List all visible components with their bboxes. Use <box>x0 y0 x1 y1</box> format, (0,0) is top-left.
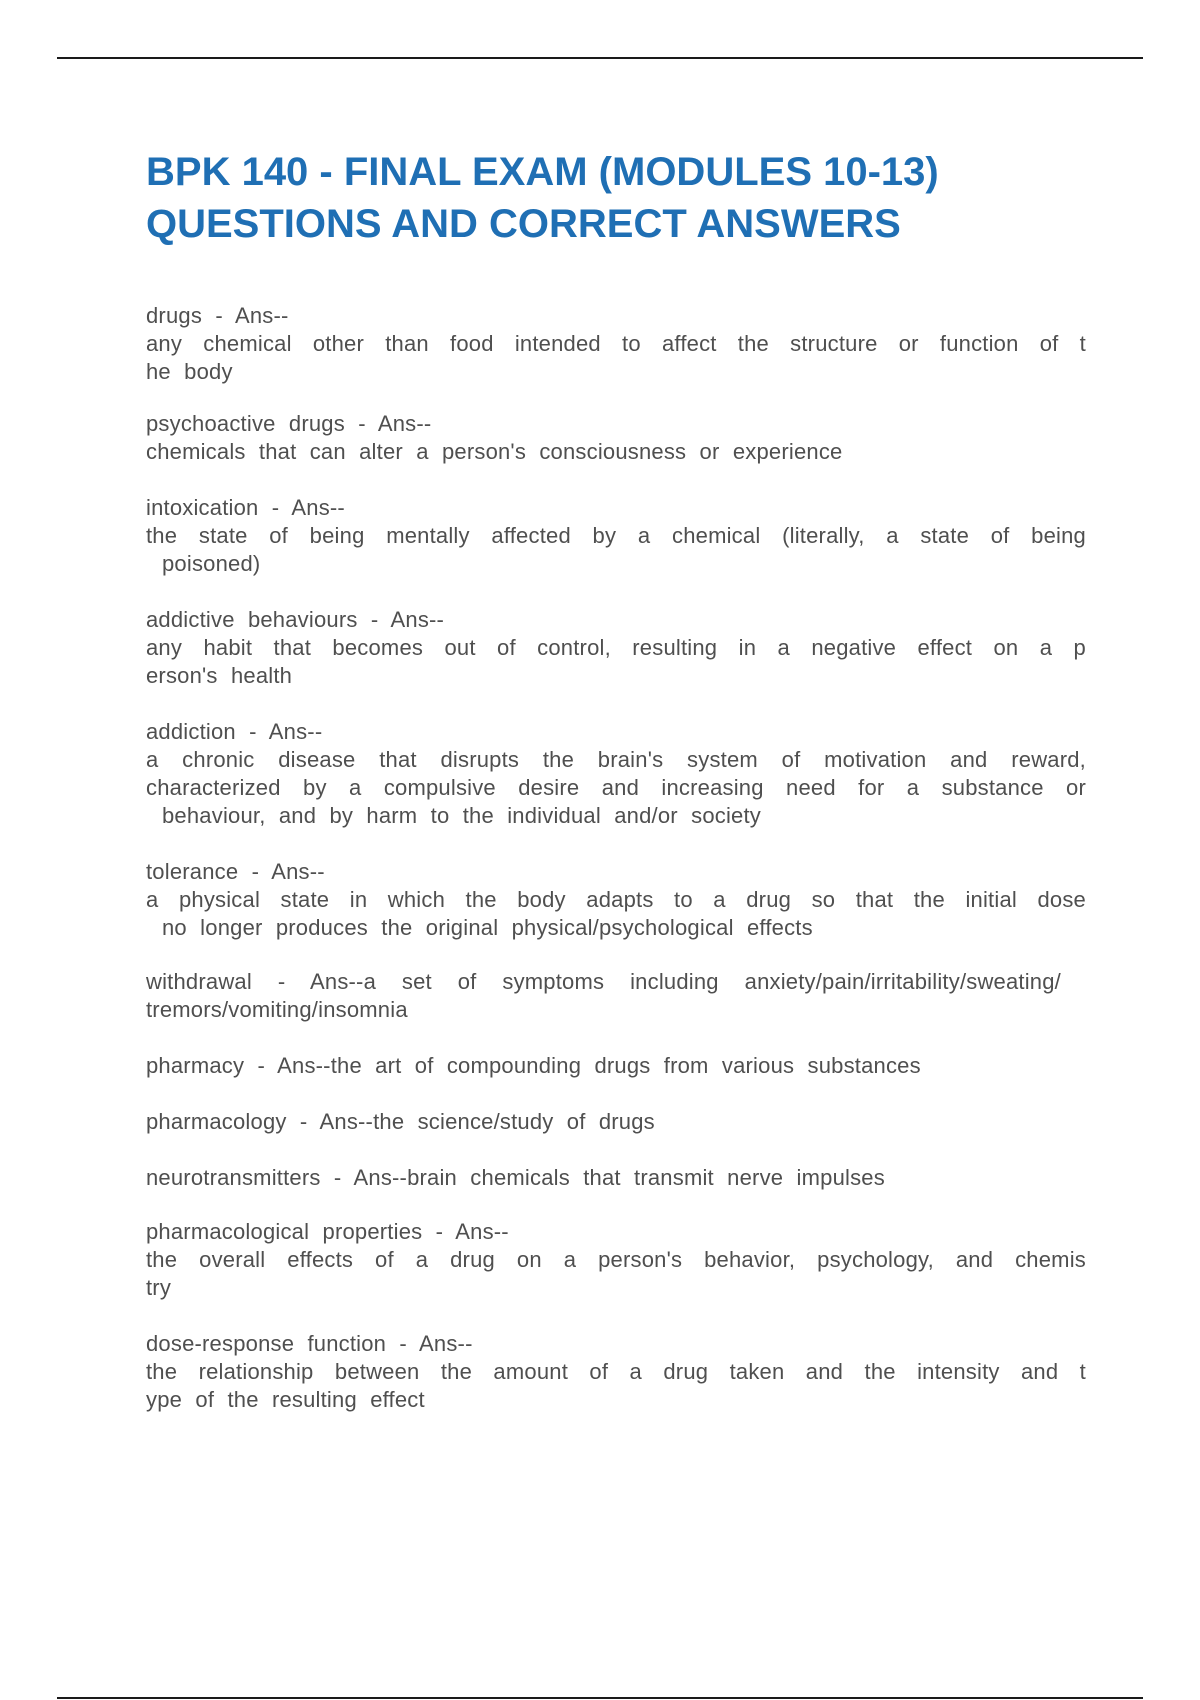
qa-item-neurotransmitters <box>146 1164 1086 1192</box>
term-line: dose-response function - Ans-- <box>146 1331 473 1356</box>
term-line: intoxication - Ans-- <box>146 495 345 520</box>
term-line: psychoactive drugs - Ans-- <box>146 411 432 436</box>
answer-line: ype of the resulting effect <box>146 1387 425 1412</box>
qa-item-drugs <box>146 302 1086 386</box>
term-answer-line: pharmacology - Ans--the science/study of drugs <box>146 1109 655 1134</box>
qa-item-addiction <box>146 718 1086 830</box>
qa-item-withdrawal <box>146 968 1086 1024</box>
answer-line: tremors/vomiting/insomnia <box>146 997 408 1022</box>
answer-line: he body <box>146 359 233 384</box>
answer-line: the state of being mentally affected by a chemical (literally, a state of being <box>146 523 1086 548</box>
answer-line: a chronic disease that disrupts the brain's system of motivation and reward, <box>146 747 1086 772</box>
answer-line: any chemical other than food intended to affect the structure or function of t <box>146 331 1086 356</box>
qa-item-pharmacology <box>146 1108 1086 1136</box>
answer-line: chemicals that can alter a person's consciousness or experience <box>146 439 843 464</box>
answer-line: the overall effects of a drug on a person's behavior, psychology, and chemis <box>146 1247 1086 1272</box>
answer-line: behaviour, and by harm to the individual and/or society <box>162 803 761 828</box>
qa-list <box>146 302 1086 1414</box>
qa-item-intoxication <box>146 494 1086 578</box>
qa-item-dose-response-function <box>146 1330 1086 1414</box>
answer-line: a physical state in which the body adapts to a drug so that the initial dose <box>146 887 1086 912</box>
term-answer-line: withdrawal - Ans--a set of symptoms including anxiety/pain/irritability/sweating/ <box>146 969 1061 994</box>
term-line: tolerance - Ans-- <box>146 859 325 884</box>
title-line-1: BPK 140 - FINAL EXAM (MODULES 10-13) <box>146 150 939 194</box>
term-line: pharmacological properties - Ans-- <box>146 1219 509 1244</box>
answer-line: erson's health <box>146 663 293 688</box>
bottom-rule <box>57 1697 1143 1699</box>
term-line: addictive behaviours - Ans-- <box>146 607 445 632</box>
term-answer-line: pharmacy - Ans--the art of compounding drugs from various substances <box>146 1053 921 1078</box>
top-rule <box>57 57 1143 59</box>
qa-item-pharmacy <box>146 1052 1086 1080</box>
answer-line: characterized by a compulsive desire and increasing need for a substance or <box>146 775 1086 800</box>
qa-item-addictive-behaviours <box>146 606 1086 690</box>
document-title <box>146 146 1106 250</box>
answer-line: any habit that becomes out of control, resulting in a negative effect on a p <box>146 635 1086 660</box>
answer-line: poisoned) <box>162 551 261 576</box>
term-answer-line: neurotransmitters - Ans--brain chemicals that transmit nerve impulses <box>146 1165 885 1190</box>
qa-item-tolerance <box>146 858 1086 942</box>
term-line: addiction - Ans-- <box>146 719 323 744</box>
qa-item-pharmacological-properties <box>146 1218 1086 1302</box>
term-line: drugs - Ans-- <box>146 303 289 328</box>
answer-line: try <box>146 1275 172 1300</box>
title-line-2: QUESTIONS AND CORRECT ANSWERS <box>146 202 901 246</box>
answer-line: no longer produces the original physical/psychological effects <box>162 915 813 940</box>
qa-item-psychoactive-drugs <box>146 410 1086 466</box>
answer-line: the relationship between the amount of a drug taken and the intensity and t <box>146 1359 1086 1384</box>
